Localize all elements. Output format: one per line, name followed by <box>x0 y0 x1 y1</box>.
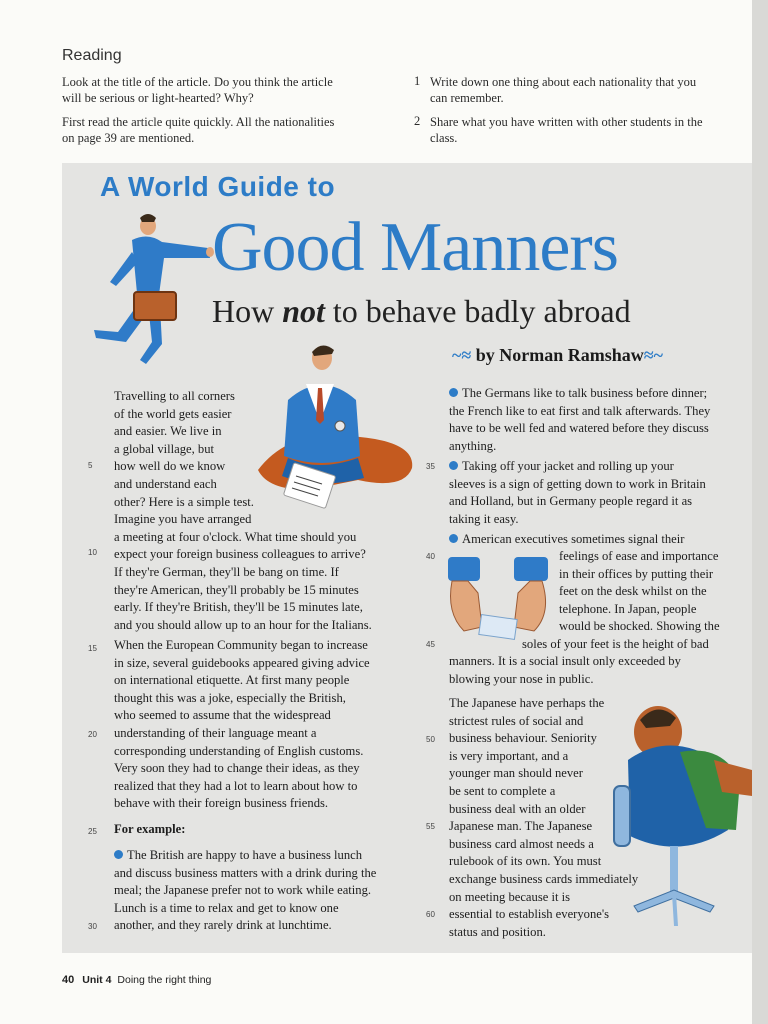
text-line: in their offices by putting their <box>559 566 714 581</box>
subtitle-part: How <box>212 293 283 329</box>
text-line: and you should allow up to an hour for the Italians. <box>114 617 372 632</box>
line-number: 10 <box>88 548 97 557</box>
byline-text: by Norman Ramshaw <box>475 345 644 365</box>
text-line: is very important, and a <box>449 748 569 763</box>
text-line: younger man should never <box>449 766 583 781</box>
for-example-heading: For example: <box>114 822 186 836</box>
bullet-icon <box>449 461 458 470</box>
text-line: exchange business cards immediately <box>449 871 639 886</box>
line-number: 55 <box>426 822 435 831</box>
instruction-left-2 <box>62 114 334 146</box>
text-line: understanding of their language meant a <box>114 725 317 740</box>
instruction-line: Share what you have written with other students in the <box>430 115 703 129</box>
text-line: of the world gets easier <box>114 406 232 421</box>
text-line: and easier. We live in <box>114 424 222 439</box>
intro-paragraph <box>114 388 372 634</box>
line-number: 30 <box>88 922 97 931</box>
text-line: business behaviour. Seniority <box>449 731 597 746</box>
text-line: Very soon they had to change their ideas, as they <box>114 761 360 776</box>
text-line: a meeting at four o'clock. What time should you <box>114 529 357 544</box>
bullet-icon <box>449 534 458 543</box>
section-heading: Reading <box>62 47 122 64</box>
instruction-line: can remember. <box>430 91 504 105</box>
line-number: 15 <box>88 644 97 653</box>
text-line: business card almost needs a <box>449 836 594 851</box>
text-line: Japanese man. The Japanese <box>449 819 593 834</box>
line-number: 45 <box>426 640 435 649</box>
guidebooks-paragraph <box>114 637 370 813</box>
text-line: expect your foreign business colleagues to arrive? <box>114 547 366 562</box>
instruction-right-2 <box>430 114 703 146</box>
line-number: 60 <box>426 910 435 919</box>
text-line: another, and they rarely drink at lunchtime. <box>114 918 332 933</box>
text-line: Lunch is a time to relax and get to know one <box>114 900 339 915</box>
text-line: taking it easy. <box>449 511 519 526</box>
page-number: 40 <box>62 974 75 986</box>
text-line: the French like to eat first and talk afterwards. They <box>449 403 711 418</box>
text-line: meal; the Japanese prefer not to work while eating. <box>114 883 372 898</box>
american-paragraph-start <box>449 531 684 549</box>
page-footer <box>62 974 211 986</box>
subtitle-part: to behave badly abroad <box>324 293 631 329</box>
instruction-line: on page 39 are mentioned. <box>62 131 195 145</box>
text-line: status and position. <box>449 924 546 939</box>
instruction-left-1 <box>62 74 333 106</box>
text-span: Taking off your jacket and rolling up your <box>462 459 674 473</box>
text-line: and understand each <box>114 476 217 491</box>
text-line: who seemed to assume that the widespread <box>114 708 331 723</box>
text-line: in size, several guidebooks appeared giving advice <box>114 655 370 670</box>
line-number: 35 <box>426 462 435 471</box>
instruction-right-1 <box>430 74 696 106</box>
instruction-line: will be serious or light-hearted? Why? <box>62 91 254 105</box>
instruction-line: Write down one thing about each nationality that you <box>430 75 697 89</box>
text-line: The Japanese have perhaps the <box>449 696 605 710</box>
line-number: 5 <box>88 461 93 470</box>
text-line: telephone. In Japan, people <box>559 601 697 616</box>
swirl-left-icon: ~≈ <box>452 345 472 365</box>
text-line: business deal with an older <box>449 801 586 816</box>
text-line: would be shocked. Showing the <box>559 619 720 634</box>
text-line: early. If they're British, they'll be 15 minutes late, <box>114 600 363 615</box>
office-chair-man-illustration <box>610 700 752 930</box>
businessman-illustration <box>88 212 218 372</box>
text-line: thought this was a joke, especially the British, <box>114 690 346 705</box>
article-subtitle <box>212 291 631 331</box>
text-span: American executives sometimes signal their <box>462 532 685 546</box>
text-line <box>449 458 706 476</box>
text-line: feet on the desk whilst on the <box>559 584 707 599</box>
text-line: anything. <box>449 438 497 453</box>
text-line: behave with their foreign business friends. <box>114 796 329 811</box>
text-line: realized that they had a lot to learn about how to <box>114 778 358 793</box>
american-paragraph-end <box>449 653 681 688</box>
swirl-right-icon: ≈~ <box>643 345 664 365</box>
text-span: The Germans like to talk business before dinner; <box>462 386 708 400</box>
text-line: Travelling to all corners <box>114 389 235 403</box>
text-line <box>449 385 710 403</box>
text-line <box>449 531 684 549</box>
american-paragraph-line: soles of your feet is the height of bad <box>522 637 709 651</box>
text-line: sleeves is a sign of getting down to work in Britain <box>449 476 706 491</box>
bullet-icon <box>449 388 458 397</box>
text-line: how well do we know <box>114 459 226 474</box>
instruction-number: 1 <box>414 74 421 88</box>
article-title: Good Manners <box>212 209 618 286</box>
text-line: on meeting because it is <box>449 889 571 904</box>
text-line: Imagine you have arranged <box>114 512 252 527</box>
germans-paragraph <box>449 385 710 455</box>
unit-label: Unit 4 <box>82 974 112 986</box>
text-line: rulebook of its own. You must <box>449 854 602 869</box>
text-line: blowing your nose in public. <box>449 671 594 686</box>
text-line: feelings of ease and importance <box>559 549 719 563</box>
text-line: manners. It is a social insult only exceeded by <box>449 654 681 668</box>
text-line: If they're German, they'll be bang on time. If <box>114 564 339 579</box>
instruction-number: 2 <box>414 114 421 128</box>
text-line: have to be well fed and watered before they discuss <box>449 421 709 436</box>
unit-title: Doing the right thing <box>117 974 212 986</box>
text-line: be sent to complete a <box>449 783 556 798</box>
line-number: 25 <box>88 827 97 836</box>
hands-business-card-illustration <box>442 553 560 645</box>
instruction-line: Look at the title of the article. Do you think the article <box>62 75 333 89</box>
article-title-small: A World Guide to <box>100 171 336 202</box>
text-line: a global village, but <box>114 441 215 456</box>
line-number: 50 <box>426 735 435 744</box>
text-line: they're American, they'll probably be 15 minutes <box>114 582 359 597</box>
british-paragraph <box>114 847 376 935</box>
text-line: on international etiquette. At first many people <box>114 673 350 688</box>
text-line: and discuss business matters with a drink during the <box>114 865 377 880</box>
instruction-line: class. <box>430 131 458 145</box>
line-number: 20 <box>88 730 97 739</box>
text-line: corresponding understanding of English customs. <box>114 743 364 758</box>
line-number: 40 <box>426 552 435 561</box>
text-line: essential to establish everyone's <box>449 907 609 922</box>
text-span: The British are happy to have a business lunch <box>127 848 363 862</box>
instruction-line: First read the article quite quickly. All the nationalities <box>62 115 335 129</box>
american-paragraph-narrow <box>559 548 720 636</box>
text-line: When the European Community began to increase <box>114 638 368 652</box>
text-line <box>114 847 376 865</box>
text-line: other? Here is a simple test. <box>114 494 254 509</box>
text-line: strictest rules of social and <box>449 713 584 728</box>
jacket-paragraph <box>449 458 706 528</box>
byline <box>452 345 663 366</box>
bullet-icon <box>114 850 123 859</box>
text-line: and Holland, but in Germany people regard it as <box>449 494 693 509</box>
page-edge <box>752 0 768 1024</box>
subtitle-emphasis: not <box>282 293 325 329</box>
